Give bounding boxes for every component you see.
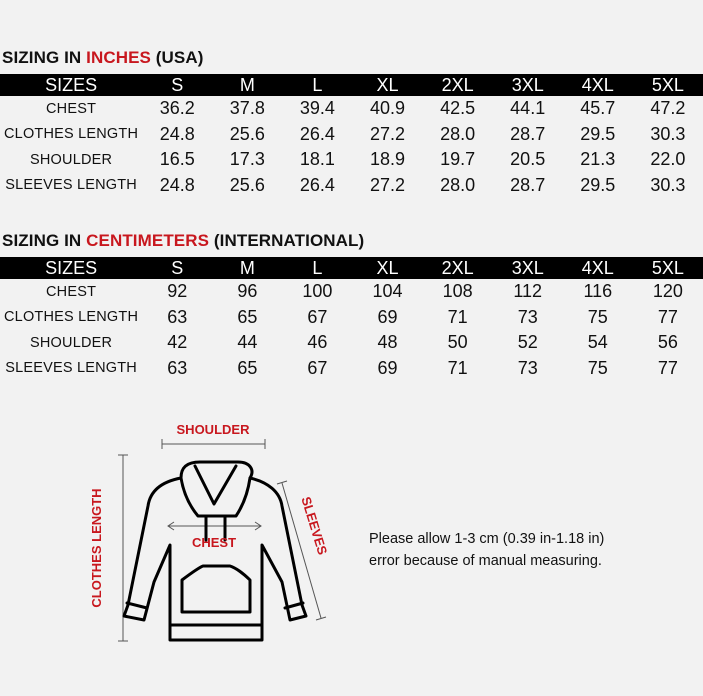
table-cell: 63 — [167, 357, 188, 378]
shoulder-label: SHOULDER — [176, 422, 250, 437]
inches-header-row — [0, 74, 703, 96]
table-cell: 26.4 — [299, 123, 335, 144]
cm-header-size: XL — [376, 257, 399, 278]
table-cell: 27.2 — [369, 174, 406, 195]
table-row — [0, 96, 703, 122]
table-cell: 47.2 — [650, 98, 686, 119]
row-label: CLOTHES LENGTH — [4, 126, 139, 143]
table-cell: 65 — [237, 306, 258, 327]
table-row — [0, 330, 703, 356]
table-cell: 46 — [307, 332, 328, 353]
table-cell: 27.2 — [369, 123, 406, 144]
table-cell: 22.0 — [650, 149, 686, 170]
table-cell: 120 — [652, 281, 683, 302]
table-cell: 36.2 — [159, 98, 195, 119]
table-cell: 96 — [237, 281, 258, 302]
row-label: SHOULDER — [30, 334, 113, 351]
table-cell: 30.3 — [650, 123, 686, 144]
cm-header-label: SIZES — [45, 257, 98, 278]
table-cell: 116 — [583, 281, 613, 302]
table-cell: 54 — [587, 332, 608, 353]
table-cell: 21.3 — [580, 149, 616, 170]
table-cell: 24.8 — [159, 123, 195, 144]
table-cell: 44.1 — [510, 98, 546, 119]
cm-header-size: S — [171, 257, 184, 278]
cm-header-size: 2XL — [441, 257, 474, 278]
inches-header-label: SIZES — [45, 74, 98, 95]
row-label: CHEST — [46, 283, 97, 300]
cm-size-table — [0, 257, 703, 381]
clothes-length-label: CLOTHES LENGTH — [89, 488, 104, 608]
table-cell: 48 — [377, 332, 398, 353]
cm-header-row — [0, 257, 703, 279]
table-cell: 100 — [302, 281, 333, 302]
table-cell: 40.9 — [369, 98, 406, 119]
measurement-note — [369, 529, 604, 572]
row-label: CLOTHES LENGTH — [4, 309, 139, 326]
table-cell: 108 — [442, 281, 473, 302]
table-row — [0, 279, 703, 305]
cm-title-suffix: (INTERNATIONAL) — [209, 231, 365, 250]
cm-header-size: L — [312, 257, 323, 278]
inches-title-suffix: (USA) — [150, 48, 204, 67]
table-cell: 73 — [517, 357, 538, 378]
cm-header-size: 5XL — [651, 257, 684, 278]
table-cell: 24.8 — [159, 174, 195, 195]
table-cell: 25.6 — [229, 123, 265, 144]
inches-header-size: S — [171, 74, 184, 95]
table-cell: 44 — [237, 332, 258, 353]
row-label: SHOULDER — [30, 151, 113, 168]
chest-label: CHEST — [191, 535, 237, 550]
inches-header-size: L — [312, 74, 323, 95]
table-cell: 104 — [372, 281, 403, 302]
table-row — [0, 147, 703, 173]
table-cell: 65 — [237, 357, 258, 378]
inches-title-prefix: SIZING IN — [2, 48, 87, 67]
table-cell: 18.1 — [299, 149, 335, 170]
row-label: SLEEVES LENGTH — [5, 177, 137, 194]
table-cell: 75 — [587, 357, 608, 378]
table-row — [0, 356, 703, 382]
table-cell: 18.9 — [369, 149, 406, 170]
table-cell: 63 — [167, 306, 188, 327]
table-cell: 29.5 — [580, 123, 616, 144]
inches-title-accent: INCHES — [86, 48, 151, 67]
cm-title-prefix: SIZING IN — [2, 231, 87, 250]
inches-header-size: 3XL — [511, 74, 544, 95]
table-row — [0, 173, 703, 199]
inches-section-title — [2, 48, 204, 68]
table-cell: 52 — [517, 332, 538, 353]
table-cell: 75 — [587, 306, 608, 327]
cm-header-size: M — [239, 257, 255, 278]
table-row — [0, 122, 703, 148]
hoodie-shape — [124, 462, 306, 640]
table-cell: 19.7 — [440, 149, 476, 170]
cm-section-title — [2, 231, 364, 251]
inches-header-size: M — [239, 74, 255, 95]
inches-header-size: 4XL — [581, 74, 614, 95]
table-cell: 25.6 — [229, 174, 265, 195]
table-cell: 69 — [377, 357, 398, 378]
table-row — [0, 305, 703, 331]
table-cell: 29.5 — [580, 174, 616, 195]
table-cell: 69 — [377, 306, 398, 327]
table-cell: 30.3 — [650, 174, 686, 195]
table-cell: 56 — [657, 332, 678, 353]
table-cell: 71 — [447, 357, 468, 378]
table-cell: 42.5 — [440, 98, 476, 119]
table-cell: 28.7 — [510, 123, 546, 144]
table-cell: 16.5 — [159, 149, 195, 170]
sleeves-label: SLEEVES — [298, 494, 331, 557]
note-line-1: Please allow 1-3 cm (0.39 in-1.18 in) — [369, 531, 605, 547]
table-cell: 20.5 — [510, 149, 546, 170]
table-cell: 39.4 — [299, 98, 335, 119]
table-cell: 26.4 — [299, 174, 335, 195]
table-cell: 67 — [307, 306, 328, 327]
row-label: CHEST — [46, 100, 97, 117]
table-cell: 37.8 — [229, 98, 265, 119]
inches-header-size: 2XL — [441, 74, 474, 95]
inches-header-size: 5XL — [651, 74, 684, 95]
table-cell: 45.7 — [580, 98, 616, 119]
table-cell: 92 — [167, 281, 188, 302]
cm-header-size: 3XL — [511, 257, 544, 278]
inches-size-table — [0, 74, 703, 198]
table-cell: 42 — [167, 332, 188, 353]
row-label: SLEEVES LENGTH — [5, 360, 137, 377]
table-cell: 112 — [513, 281, 543, 302]
note-line-2: error because of manual measuring. — [369, 552, 602, 569]
table-cell: 28.0 — [440, 123, 476, 144]
table-cell: 77 — [657, 306, 678, 327]
table-cell: 50 — [447, 332, 468, 353]
hoodie-outline-icon — [0, 400, 360, 691]
cm-header-size: 4XL — [581, 257, 614, 278]
table-cell: 73 — [517, 306, 538, 327]
table-cell: 28.7 — [510, 174, 546, 195]
table-cell: 28.0 — [440, 174, 476, 195]
measurement-diagram — [0, 400, 360, 691]
table-cell: 17.3 — [229, 149, 265, 170]
cm-title-accent: CENTIMETERS — [86, 231, 210, 250]
table-cell: 77 — [657, 357, 678, 378]
table-cell: 71 — [447, 306, 468, 327]
inches-header-size: XL — [376, 74, 399, 95]
table-cell: 67 — [307, 357, 328, 378]
